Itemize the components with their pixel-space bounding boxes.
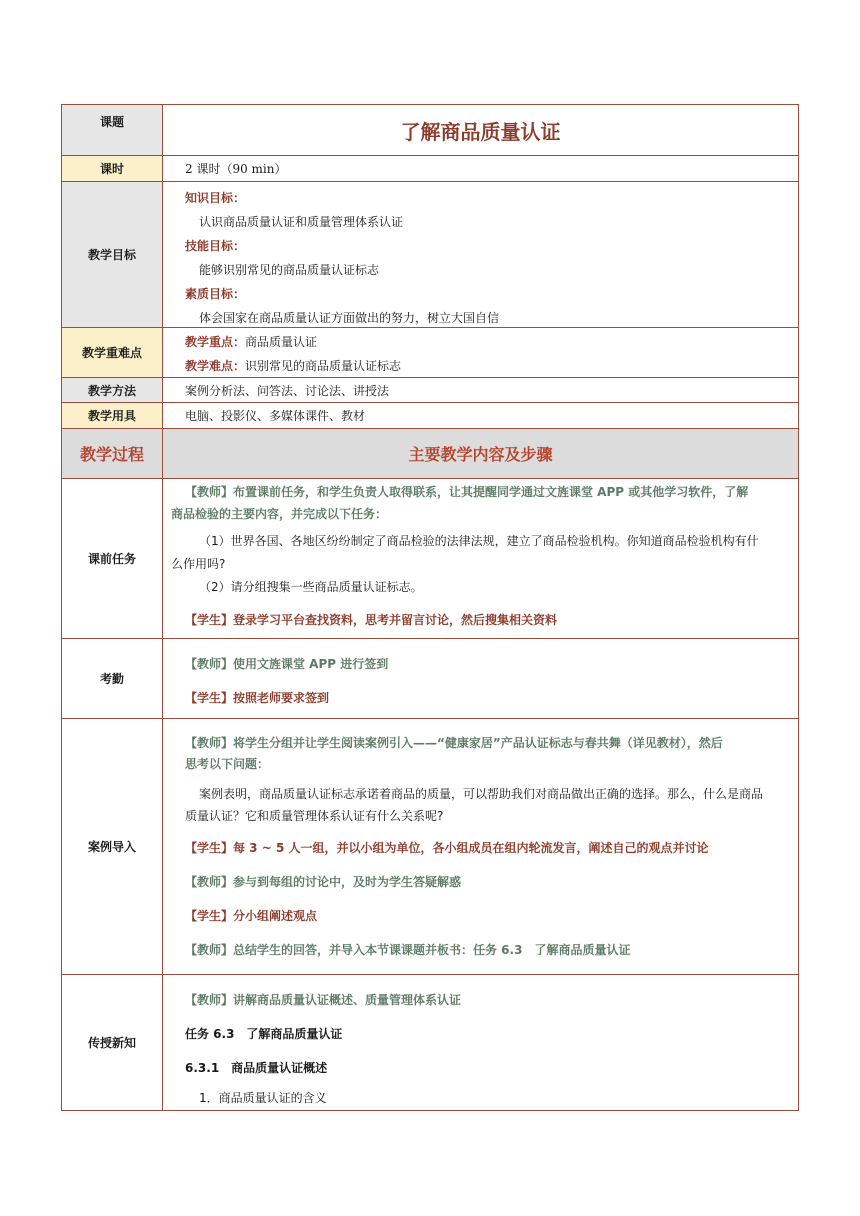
case-teacher3: 【教师】总结学生的回答，并导入本节课课题并板书：任务 6.3 了解商品质量认证 (185, 943, 631, 957)
case-text-line1: 案例表明，商品质量认证标志承诺着商品的质量，可以帮助我们对商品做出正确的选择。那么，什么是商品 (199, 787, 764, 801)
row-case (62, 718, 798, 974)
row-keypoints (62, 327, 798, 377)
label-methods: 教学方法 (62, 378, 163, 402)
pretask-question2: （2）请分组搜集一些商品质量认证标志。 (199, 580, 423, 594)
process-header-title: 主要教学内容及步骤 (163, 429, 798, 478)
pretask-student: 【学生】登录学习平台查找资料，思考并留言讨论，然后搜集相关资料 (185, 613, 558, 627)
label-keypoints: 教学重难点 (62, 328, 163, 377)
difficult-title: 教学难点： (185, 358, 246, 373)
methods-value: 案例分析法、问答法、讨论法、讲授法 (185, 383, 390, 398)
label-topic: 课题 (62, 105, 163, 155)
label-newknow: 传授新知 (62, 975, 163, 1110)
tools-value: 电脑、投影仪、多媒体课件、教材 (185, 409, 366, 423)
row-pretask (62, 478, 798, 638)
row-attendance (62, 638, 798, 718)
case-student1: 【学生】每 3 ~ 5 人一组，并以小组为单位，各小组成员在组内轮流发言，阐述自己的观点并讨论 (185, 841, 709, 855)
row-methods (62, 377, 798, 402)
case-text-line2: 质量认证？它和质量管理体系认证有什么关系呢? (185, 809, 444, 823)
pretask-teacher-line1: 【教师】布置课前任务，和学生负责人取得联系，让其提醒同学通过文旌课堂 APP 或其他学习软件，了解 (185, 485, 749, 499)
attendance-teacher: 【教师】使用文旌课堂 APP 进行签到 (185, 657, 389, 671)
row-topic (62, 105, 798, 155)
attendance-student: 【学生】按照老师要求签到 (185, 691, 330, 705)
skill-title: 技能目标： (185, 238, 246, 253)
newknow-teacher: 【教师】讲解商品质量认证概述、质量管理体系认证 (185, 993, 462, 1007)
case-student2: 【学生】分小组阐述观点 (185, 909, 318, 923)
label-hours: 课时 (62, 156, 163, 181)
pretask-question1-line1: （1）世界各国、各地区纷纷制定了商品检验的法律法规，建立了商品检验机构。你知道商品检验机构有什 (199, 534, 759, 548)
label-case: 案例导入 (62, 719, 163, 974)
label-attendance: 考勤 (62, 639, 163, 718)
row-tools (62, 402, 798, 428)
row-hours (62, 155, 798, 181)
quality-title: 素质目标： (185, 286, 246, 301)
difficult-text: 识别常见的商品质量认证标志 (245, 358, 402, 373)
hours-value: 2 课时（90 min） (185, 162, 287, 176)
pretask-teacher-line2: 商品检验的主要内容，并完成以下任务： (171, 507, 388, 521)
case-teacher1-line1: 【教师】将学生分组并让学生阅读案例引入——“健康家居”产品认证标志与春共舞（详见教材），然后 (185, 736, 723, 750)
knowledge-text: 认识商品质量认证和质量管理体系认证 (199, 214, 404, 229)
item-meaning: 1．商品质量认证的含义 (199, 1091, 327, 1105)
label-objectives: 教学目标 (62, 182, 163, 327)
case-teacher1-line2: 思考以下问题： (185, 757, 270, 771)
lesson-plan-table (61, 104, 799, 1111)
lesson-title: 了解商品质量认证 (400, 119, 561, 144)
row-process-header (62, 428, 798, 478)
key-text: 商品质量认证 (245, 334, 318, 349)
label-tools: 教学用具 (62, 403, 163, 428)
skill-text: 能够识别常见的商品质量认证标志 (199, 262, 380, 277)
pretask-question1-line2: 么作用吗? (171, 557, 226, 571)
label-process: 教学过程 (62, 429, 163, 478)
row-objectives (62, 181, 798, 327)
key-title: 教学重点： (185, 334, 246, 349)
section-heading: 6.3.1 商品质量认证概述 (185, 1061, 328, 1075)
case-teacher2: 【教师】参与到每组的讨论中，及时为学生答疑解惑 (185, 875, 462, 889)
knowledge-title: 知识目标： (185, 190, 246, 205)
label-pretask: 课前任务 (62, 479, 163, 638)
row-newknow (62, 974, 798, 1110)
task-heading: 任务 6.3 了解商品质量认证 (185, 1027, 343, 1041)
quality-text: 体会国家在商品质量认证方面做出的努力，树立大国自信 (199, 310, 500, 325)
